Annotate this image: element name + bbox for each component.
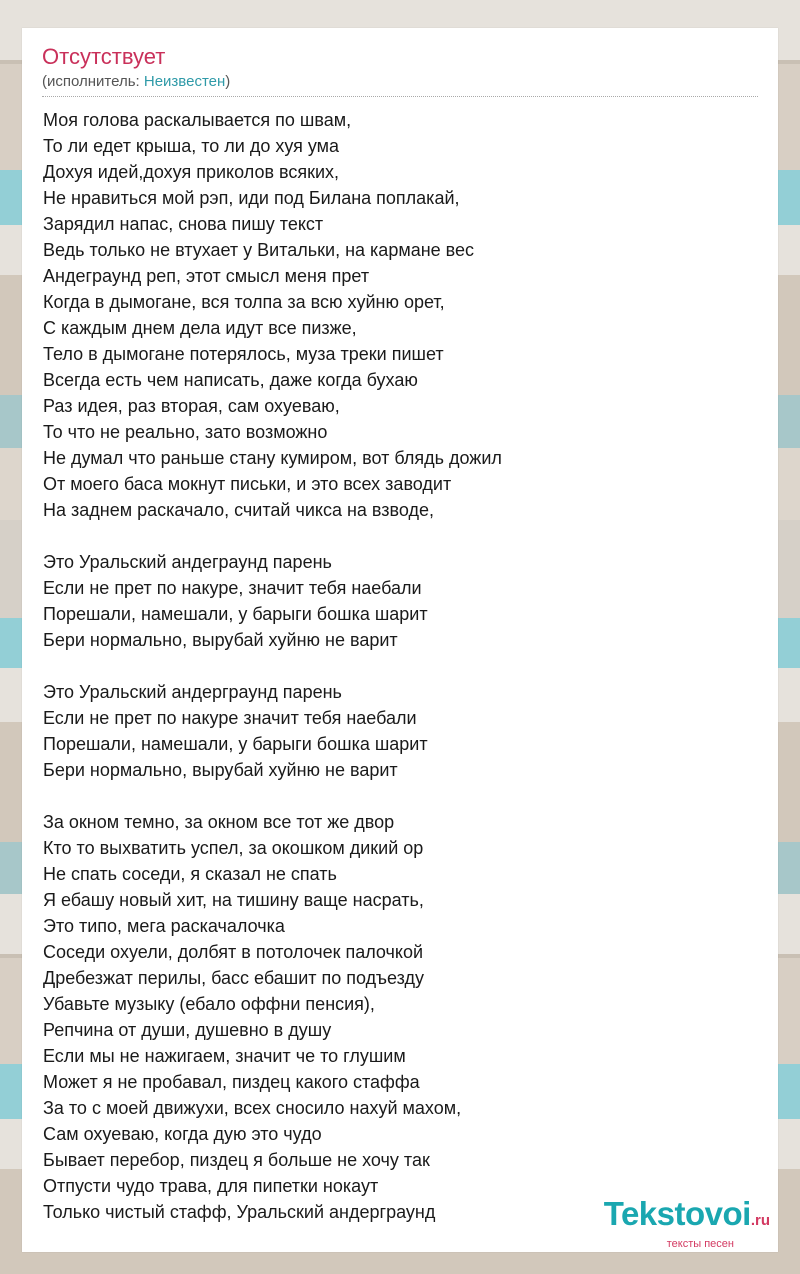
artist-suffix: ) [225,73,231,90]
lyric-line: С каждым днем дела идут все пизже, [43,318,357,338]
lyric-line: Не нравиться мой рэп, иди под Билана поплакай, [43,188,460,208]
lyric-line: Это Уральский андеграунд парень [43,552,332,572]
lyric-line: От моего баса мокнут письки, и это всех заводит [43,474,452,494]
lyric-line: Я ебашу новый хит, на тишину ваще насрать, [43,890,424,910]
lyric-line: Дохуя идей,дохуя приколов всяких, [43,162,340,182]
lyric-line: На заднем раскачало, считай чикса на взводе, [43,500,435,520]
lyric-line: Всегда есть чем написать, даже когда бухаю [43,370,418,390]
lyric-line: Отпусти чудо трава, для пипетки нокаут [43,1176,379,1196]
lyric-line: Андеграунд реп, этот смысл меня прет [43,266,370,286]
logo-tagline: тексты песен [666,1238,734,1250]
lyrics-card [22,28,778,1252]
lyric-line: Может я не пробавал, пиздец какого стаффа [43,1072,420,1092]
lyric-line: Не спать соседи, я сказал не спать [43,864,337,884]
lyric-line: Бывает перебор, пиздец я больше не хочу так [43,1150,430,1170]
artist-line [42,73,230,91]
lyric-line: Бери нормально, вырубай хуйню не варит [43,630,398,650]
lyric-line: Если не прет по накуре, значит тебя наебали [43,578,422,598]
lyrics-body [43,107,763,1225]
lyric-line: Зарядил напас, снова пишу текст [43,214,324,234]
lyric-line: Это Уральский андерграунд парень [43,682,342,702]
title-divider [42,96,758,97]
lyric-line: Не думал что раньше стану кумиром, вот блядь дожил [43,448,502,468]
logo-wordmark [604,1197,770,1238]
lyric-line: То ли едет крыша, то ли до хуя ума [43,136,340,156]
lyric-line: Порешали, намешали, у барыги бошка шарит [43,734,428,754]
logo-tld: .ru [750,1212,770,1229]
lyric-line: Когда в дымогане, вся толпа за всю хуйню орет, [43,292,445,312]
artist-prefix: (исполнитель: [42,73,144,90]
lyric-line: Кто то выхватить успел, за окошком дикий ор [43,838,424,858]
artist-link[interactable]: Неизвестен [143,73,226,90]
lyric-line: Это типо, мега раскачалочка [43,916,285,936]
site-logo[interactable] [604,1197,770,1250]
lyric-line: Дребезжат перилы, басс ебашит по подъезду [43,968,424,988]
lyric-line: Если не прет по накуре значит тебя наебали [43,708,417,728]
lyric-line: Репчина от души, душевно в душу [43,1020,332,1040]
lyric-line: Соседи охуели, долбят в потолочек палочкой [43,942,424,962]
stanza-gap [43,783,763,809]
lyric-line: Ведь только не втухает у Витальки, на кармане вес [43,240,475,260]
stanza-gap [43,523,763,549]
lyric-line: Сам охуеваю, когда дую это чудо [43,1124,322,1144]
lyric-line: Если мы не нажигаем, значит че то глушим [43,1046,406,1066]
lyric-line: То что не реально, зато возможно [43,422,328,442]
lyric-line: За то с моей движухи, всех сносило нахуй махом, [43,1098,462,1118]
lyric-line: Только чистый стафф, Уральский андерграунд [43,1202,436,1222]
song-title: Отсутствует [42,44,166,69]
stanza-gap [43,653,763,679]
lyric-line: Убавьте музыку (ебало оффни пенсия), [43,994,375,1014]
lyric-line: Моя голова раскалывается по швам, [43,110,352,130]
lyric-line: За окном темно, за окном все тот же двор [43,812,395,832]
lyric-line: Порешали, намешали, у барыги бошка шарит [43,604,428,624]
logo-name: Tekstovoi [603,1195,751,1232]
lyric-line: Раз идея, раз вторая, сам охуеваю, [43,396,340,416]
lyric-line: Тело в дымогане потерялось, муза треки пишет [43,344,444,364]
lyric-line: Бери нормально, вырубай хуйню не варит [43,760,398,780]
